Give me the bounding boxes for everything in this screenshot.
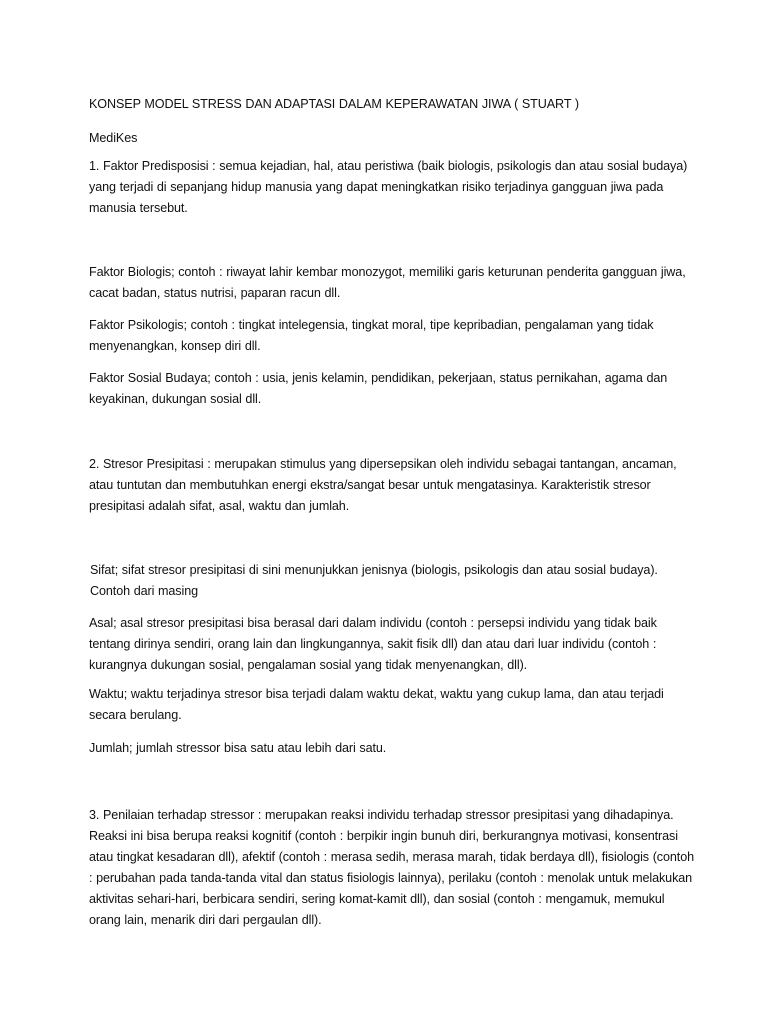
paragraph-penilaian-stressor: 3. Penilaian terhadap stressor : merupakan reaksi individu terhadap stressor presipitasi yang dihadapinya. Reaksi ini bisa berupa reaksi kognitif (contoh : berpikir ingin bunuh diri, berkurangnya motivasi, konsentrasi atau tingkat kesadaran dll), afektif (contoh : merasa sedih, merasa marah, tidak berdaya dll), fisiologis (contoh : perubahan pada tanda-tanda vital dan status fisiologis lainnya), perilaku (contoh : menolak untuk melakukan aktivitas sehari-hari, berbicara sendiri, sering komat-kamit dll), dan sosial (contoh : mengamuk, memukul orang lain, menarik diri dari pergaulan dll). <box>89 808 695 927</box>
paragraph-asal: Asal; asal stresor presipitasi bisa berasal dari dalam individu (contoh : persepsi individu yang tidak baik tentang dirinya sendiri, orang lain dan lingkungannya, sakit fisik dll) dan atau dari luar individu (contoh : kurangnya dukungan sosial, pengalaman sosial yang tidak menyenangkan, dll). <box>89 616 657 672</box>
paragraph-faktor-biologis: Faktor Biologis; contoh : riwayat lahir kembar monozygot, memiliki garis keturunan penderita gangguan jiwa, cacat badan, status nutrisi, paparan racun dll. <box>89 265 686 300</box>
document-source: MediKes <box>89 131 138 145</box>
paragraph-faktor-predisposisi: 1. Faktor Predisposisi : semua kejadian, hal, atau peristiwa (baik biologis, psikologis dan atau sosial budaya) yang terjadi di sepanjang hidup manusia yang dapat meningkatkan risiko terjadinya gangguan jiwa pada manusia tersebut. <box>89 159 688 215</box>
paragraph-jumlah: Jumlah; jumlah stressor bisa satu atau lebih dari satu. <box>89 741 387 755</box>
paragraph-waktu: Waktu; waktu terjadinya stresor bisa terjadi dalam waktu dekat, waktu yang cukup lama, dan atau terjadi secara berulang. <box>89 687 664 722</box>
paragraph-stresor-presipitasi: 2. Stresor Presipitasi : merupakan stimulus yang dipersepsikan oleh individu sebagai tantangan, ancaman, atau tuntutan dan membutuhkan energi ekstra/sangat besar untuk mengatasinya. Karakteristik stresor presipitasi adalah sifat, asal, waktu dan jumlah. <box>89 457 677 513</box>
document-title: KONSEP MODEL STRESS DAN ADAPTASI DALAM KEPERAWATAN JIWA ( STUART ) <box>89 97 579 111</box>
paragraph-faktor-sosial-budaya: Faktor Sosial Budaya; contoh : usia, jenis kelamin, pendidikan, pekerjaan, status pernikahan, agama dan keyakinan, dukungan sosial dll. <box>89 371 668 406</box>
paragraph-faktor-psikologis: Faktor Psikologis; contoh : tingkat intelegensia, tingkat moral, tipe kepribadian, pengalaman yang tidak menyenangkan, konsep diri dll. <box>89 318 654 353</box>
paragraph-sifat: Sifat; sifat stresor presipitasi di sini menunjukkan jenisnya (biologis, psikologis dan atau sosial budaya). Contoh dari masing <box>90 563 658 598</box>
